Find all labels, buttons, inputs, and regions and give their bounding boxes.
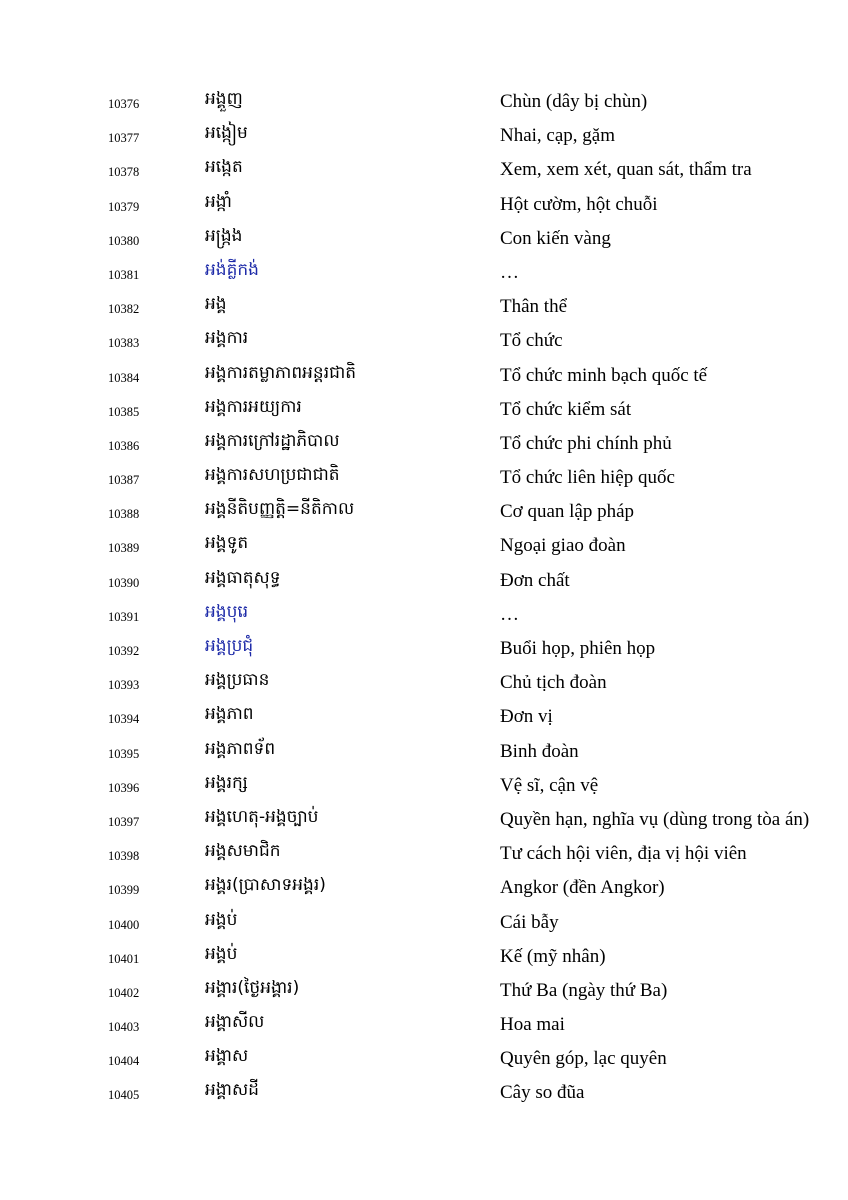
entry-vietnamese-translation: Đơn vị [500,706,553,728]
entry-row [0,189,848,223]
entry-number: 10386 [108,438,140,453]
entry-number: 10400 [108,917,140,932]
entry-number: 10399 [108,883,140,898]
entry-number: 10385 [108,404,140,419]
entry-vietnamese-translation: Con kiến vàng [500,227,611,249]
entry-row [0,872,848,906]
entry-vietnamese-translation: Angkor (đền Angkor) [500,877,665,899]
entry-row [0,360,848,394]
entry-number: 10395 [108,746,140,761]
entry-vietnamese-translation: Xem, xem xét, quan sát, thẩm tra [500,159,752,181]
entry-khmer-term: អង្កៀម [205,123,248,144]
entry-vietnamese-translation: Chủ tịch đoàn [500,672,607,694]
entry-vietnamese-translation: Thân thể [500,296,568,318]
entry-row [0,530,848,564]
entry-row [0,120,848,154]
entry-row [0,975,848,1009]
entry-number: 10393 [108,678,140,693]
entry-khmer-term: អង្គសមាជិក [205,841,281,862]
entry-vietnamese-translation: Hoa mai [500,1014,565,1036]
entry-khmer-term: អង្គប់ [205,909,238,930]
entry-vietnamese-translation: Tư cách hội viên, địa vị hội viên [500,843,747,865]
entry-row [0,223,848,257]
entry-khmer-term: អង្គការអយ្យការ [205,396,302,417]
entry-row [0,291,848,325]
entry-number: 10383 [108,336,140,351]
entry-khmer-term: អង្គប្រជុំ [205,636,254,656]
entry-khmer-term: អង្កាំ [205,191,232,212]
entry-number: 10396 [108,780,140,795]
dictionary-page [0,86,848,1112]
entry-vietnamese-translation: Đơn chất [500,569,570,591]
entry-khmer-term: អង្គរក្ស [205,772,248,793]
entry-vietnamese-translation: Quyền hạn, nghĩa vụ (dùng trong tòa án) [500,808,810,830]
entry-number: 10392 [108,644,140,658]
entry-khmer-term: អង្គាសដី [205,1080,259,1101]
entry-row [0,1009,848,1043]
entry-row [0,428,848,462]
entry-vietnamese-translation: Kế (mỹ nhân) [500,945,606,967]
entry-khmer-term: អង្គ [205,294,227,315]
entry-vietnamese-translation: Cơ quan lập pháp [500,501,635,523]
entry-number: 10405 [108,1088,140,1103]
entry-khmer-term: អង្គធាតុសុទ្ធ [205,567,281,588]
entry-khmer-term: អង្គការ [205,328,249,349]
entry-vietnamese-translation: Tổ chức phi chính phủ [500,432,672,454]
entry-row [0,257,848,291]
entry-row [0,154,848,188]
entry-vietnamese-translation: Hột cườm, hột chuỗi [500,193,658,215]
entry-number: 10397 [108,814,140,829]
entry-khmer-term: អង្គប្រធាន [205,670,270,691]
entry-number: 10387 [108,473,140,488]
entry-khmer-term: អង្គភាពទ័ព [205,738,276,759]
entry-khmer-term: អង្គួញ [205,89,243,109]
entry-vietnamese-translation: Tổ chức kiểm sát [500,398,632,420]
entry-row [0,907,848,941]
entry-number: 10404 [108,1054,140,1069]
entry-vietnamese-translation: Buổi họp, phiên họp [500,638,656,659]
entry-number: 10401 [108,951,140,966]
entry-row [0,325,848,359]
entry-number: 10398 [108,849,140,864]
entry-number: 10391 [108,609,140,624]
entry-row [0,941,848,975]
entry-row [0,462,848,496]
entry-number: 10384 [108,370,140,385]
entry-row [0,1043,848,1077]
entry-khmer-term: អង្គទូត [205,533,249,554]
entry-vietnamese-translation: … [500,261,519,283]
entry-row [0,565,848,599]
entry-number: 10402 [108,985,140,1000]
entry-vietnamese-translation: Ngoại giao đoàn [500,535,626,557]
entry-khmer-term: អង្គការក្រៅរដ្ឋាភិបាល [205,430,340,451]
entry-vietnamese-translation: Cây so đũa [500,1082,585,1104]
entry-vietnamese-translation: Tổ chức [500,330,563,352]
entry-row [0,701,848,735]
entry-vietnamese-translation: Vệ sĩ, cận vệ [500,774,599,796]
entry-row [0,804,848,838]
entry-khmer-term: អង្គប់ [205,943,238,964]
entry-row [0,667,848,701]
entry-khmer-term: អង់គ្លីកង់ [205,259,259,280]
entry-vietnamese-translation: Binh đoàn [500,740,579,762]
entry-number: 10389 [108,541,140,556]
entry-number: 10380 [108,233,140,248]
entry-khmer-term: អង្គាសីល [205,1012,265,1033]
entry-vietnamese-translation: Tổ chức minh bạch quốc tế [500,364,708,386]
entry-khmer-term: អង្គារ(ថ្ងៃអង្គារ) [205,977,300,998]
entry-row [0,736,848,770]
entry-row [0,599,848,633]
entry-khmer-term: អង្គរ(ប្រាសាទអង្គរ) [205,875,326,896]
entry-vietnamese-translation: Cái bẫy [500,911,559,933]
entry-vietnamese-translation: Nhai, cạp, gặm [500,125,616,147]
entry-khmer-term: អង្គាស [205,1046,249,1067]
entry-khmer-term: អង្គបុរេ [205,601,249,622]
entry-vietnamese-translation: Thứ Ba (ngày thứ Ba) [500,979,668,1001]
entry-vietnamese-translation: Quyên góp, lạc quyên [500,1048,667,1070]
entry-vietnamese-translation: Tổ chức liên hiệp quốc [500,467,675,489]
entry-number: 10390 [108,575,140,590]
entry-row [0,770,848,804]
entry-khmer-term: អង្ក្រង [205,225,243,246]
entry-number: 10377 [108,131,140,146]
entry-row [0,1077,848,1111]
entry-row [0,86,848,120]
entry-row [0,496,848,530]
entry-khmer-term: អង្គហេតុ-អង្គច្បាប់ [205,806,319,827]
entry-khmer-term: អង្កេត [205,157,243,178]
entry-row [0,838,848,872]
entry-khmer-term: អង្គការសហប្រជាជាតិ [205,465,340,486]
entry-khmer-term: អង្គការតម្លាភាពអន្តរជាតិ [205,362,357,383]
entry-number: 10394 [108,712,140,727]
entry-number: 10379 [108,199,140,214]
entry-number: 10381 [108,267,140,282]
entry-number: 10378 [108,165,140,180]
entry-khmer-term: អង្គនីតិបញ្ញត្តិ=នីតិកាល [205,499,355,520]
entry-row [0,394,848,428]
entry-number: 10382 [108,302,140,317]
entry-vietnamese-translation: … [500,603,519,625]
entry-row [0,633,848,667]
entry-number: 10403 [108,1020,140,1035]
entry-khmer-term: អង្គភាព [205,704,254,725]
entry-vietnamese-translation: Chùn (dây bị chùn) [500,91,648,112]
entry-number: 10376 [108,97,140,111]
entry-number: 10388 [108,507,140,522]
